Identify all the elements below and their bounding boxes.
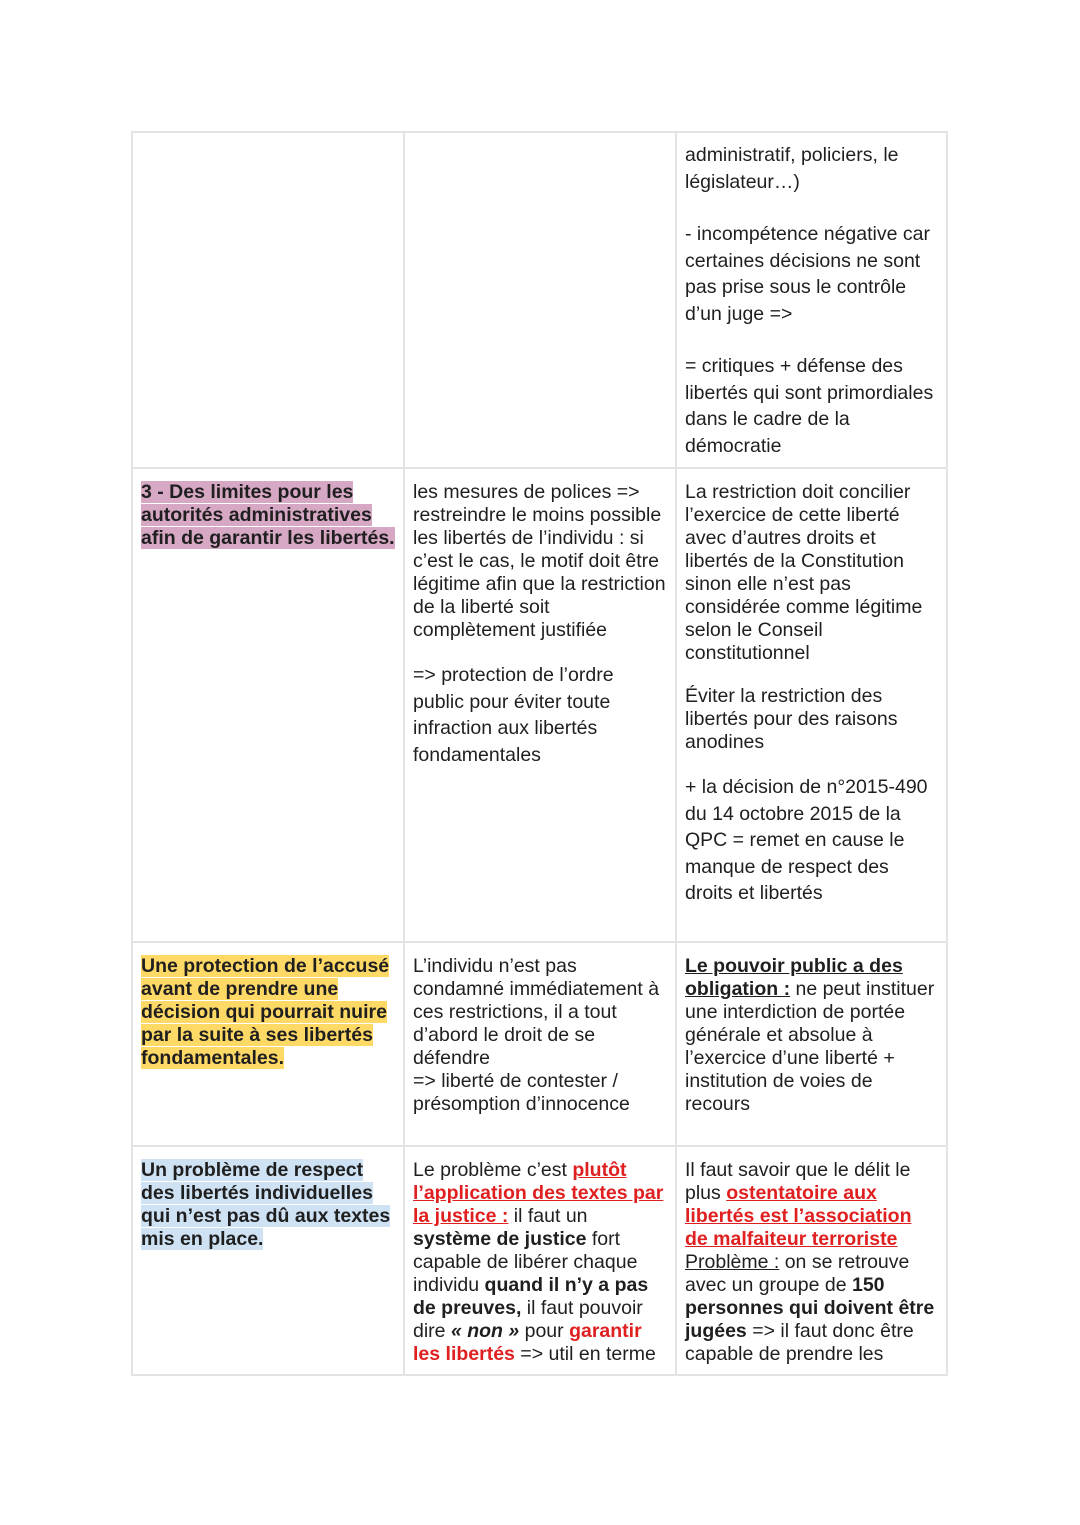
cell-paragraph <box>685 1159 938 1251</box>
cell-paragraph <box>685 1251 938 1366</box>
underlined-lead: Le pouvoir public a des obligation : <box>685 955 903 1000</box>
row-heading: Un problème de respect des libertés individuelles qui n’est pas dû aux textes mis en place. <box>141 1159 391 1250</box>
text-run: on se retrouve avec un groupe de <box>685 1251 910 1296</box>
text-run: fort capable de libérer chaque individu <box>413 1228 638 1296</box>
cell-heading-probleme <box>132 1146 404 1375</box>
emphasis-bold: 150 personnes qui doivent être jugées <box>685 1274 935 1342</box>
cell-empty-1 <box>132 132 404 468</box>
cell-paragraph: La restriction doit concilier l’exercice de cette liberté avec d’autres droits et libertés de la Constitution sinon elle n’est pas considérée comme légitime selon le Conseil constitutionnel <box>685 481 923 664</box>
text-run: => util en terme <box>514 1343 656 1365</box>
emphasis-bold-italic: « non » <box>450 1320 520 1342</box>
cell-paragraph: administratif, policiers, le législateur…) <box>685 144 899 193</box>
table-row <box>132 468 947 942</box>
cell-paragraph: Éviter la restriction des libertés pour des raisons anodines <box>685 685 898 753</box>
cell-paragraph: L’individu n’est pas condamné immédiatement à ces restrictions, il a tout d’abord le droit de se défendre <box>413 955 660 1069</box>
text-run: Il faut savoir que le délit le plus <box>685 1159 911 1204</box>
text-run: pour <box>519 1320 570 1342</box>
cell-paragraph: - incompétence négative car certaines décisions ne sont pas prise sous le contrôle d’un juge => <box>685 223 930 325</box>
cell-empty-2 <box>404 132 676 468</box>
emphasis-red: ostentatoire aux libertés est l’association de malfaiteur terroriste <box>685 1182 912 1250</box>
cell-heading-protection <box>132 942 404 1146</box>
table-row <box>132 132 947 468</box>
underlined-text: Problème : <box>685 1251 780 1273</box>
cell-paragraph: = critiques + défense des libertés qui sont primordiales dans le cadre de la démocratie <box>685 355 934 457</box>
notes-table <box>131 131 948 1376</box>
cell-paragraph: => protection de l’ordre public pour éviter toute infraction aux libertés fondamentales <box>413 664 614 766</box>
emphasis-bold: quand il n’y a pas de preuves, <box>413 1274 649 1319</box>
cell-pouvoir-public <box>676 942 947 1146</box>
cell-critiques <box>676 132 947 468</box>
cell-mesures-police <box>404 468 676 942</box>
cell-paragraph: les mesures de polices => restreindre le moins possible les libertés de l’individu : si c’est le cas, le motif doit être légitime afin que la restriction de la liberté soit complètement justifiée <box>413 481 666 641</box>
emphasis-red: garantir les libertés <box>413 1320 642 1365</box>
row-heading: 3 - Des limites pour les autorités administratives afin de garantir les libertés. <box>141 481 395 549</box>
text-run: ne peut instituer une interdiction de portée générale et absolue à l’exercice d’une liberté + institution de voies de recours <box>685 978 935 1115</box>
cell-restriction <box>676 468 947 942</box>
cell-application-justice <box>404 1146 676 1375</box>
cell-paragraph <box>685 955 938 1116</box>
emphasis-bold: système de justice <box>413 1228 587 1250</box>
row-heading: Une protection de l’accusé avant de prendre une décision qui pourrait nuire par la suite à ses libertés fondamentales. <box>141 955 390 1069</box>
cell-heading-limites <box>132 468 404 942</box>
table-row <box>132 1146 947 1375</box>
table-row <box>132 942 947 1146</box>
cell-paragraph: + la décision de n°2015-490 du 14 octobre 2015 de la QPC = remet en cause le manque de respect des droits et libertés <box>685 776 928 904</box>
text-run: => il faut donc être capable de prendre les <box>685 1320 914 1365</box>
emphasis-red: plutôt l’application des textes par la justice : <box>413 1159 664 1227</box>
text-run: il faut pouvoir dire <box>413 1297 643 1342</box>
cell-delit <box>676 1146 947 1375</box>
cell-paragraph: => liberté de contester / présomption d’innocence <box>413 1070 630 1115</box>
text-run: il faut un <box>508 1205 588 1227</box>
cell-paragraph <box>413 1159 667 1366</box>
text-run: Le problème c’est <box>413 1159 573 1181</box>
cell-individu <box>404 942 676 1146</box>
